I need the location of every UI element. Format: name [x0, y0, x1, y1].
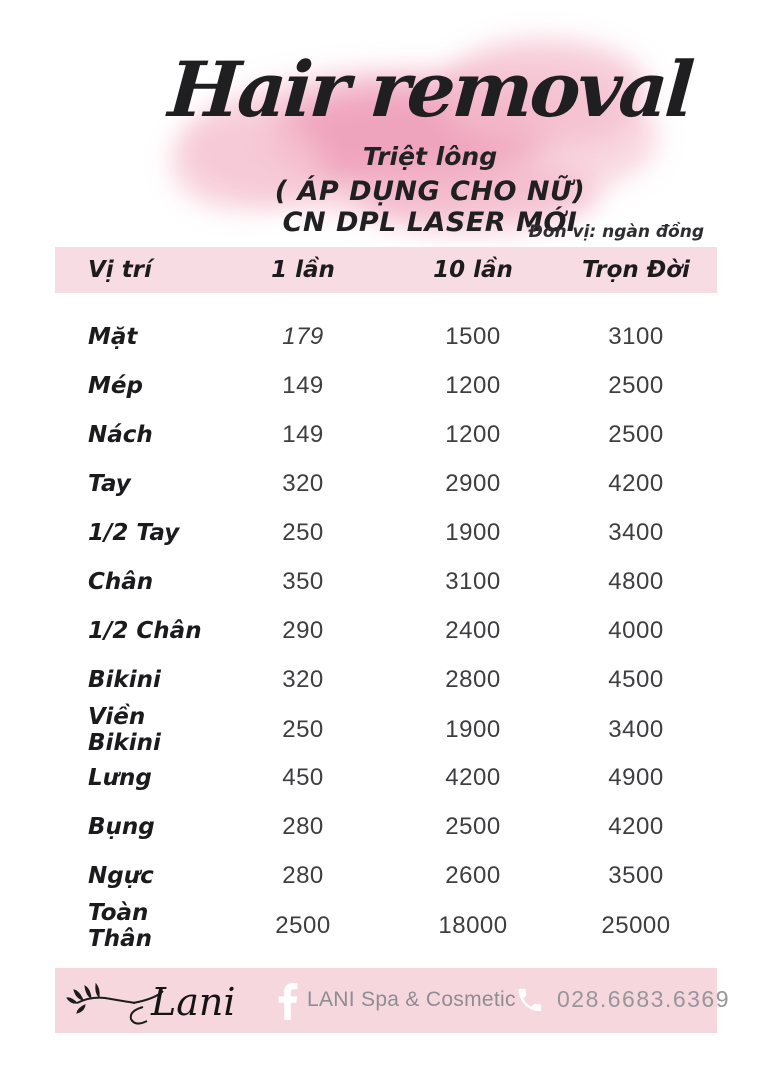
price-lifetime: 4500	[608, 665, 664, 693]
note-apply-for-women: ( ÁP DỤNG CHO NỮ)	[274, 176, 586, 207]
price-10-times: 1200	[445, 371, 501, 399]
price-10-times: 1500	[445, 322, 501, 350]
price-lifetime: 4000	[608, 616, 664, 644]
table-row	[55, 900, 717, 952]
price-10-times: 2400	[445, 616, 501, 644]
table-row	[55, 557, 717, 606]
row-label: Toàn Thân	[88, 900, 152, 952]
price-lifetime: 4200	[608, 812, 664, 840]
price-lifetime: 4800	[608, 567, 664, 595]
price-10-times: 2600	[445, 861, 501, 889]
table-row	[55, 508, 717, 557]
price-lifetime: 2500	[608, 420, 664, 448]
footer-bar	[55, 968, 730, 1033]
row-label: Mặt	[88, 323, 138, 350]
price-1-time: 350	[282, 567, 324, 595]
price-10-times: 1200	[445, 420, 501, 448]
row-label: Viền Bikini	[88, 704, 161, 756]
table-row	[55, 655, 717, 704]
price-1-time: 280	[282, 861, 324, 889]
price-10-times: 18000	[438, 912, 508, 939]
table-row	[55, 410, 717, 459]
price-1-time: 280	[282, 812, 324, 840]
page-title: Hair removal	[165, 45, 695, 134]
table-row	[55, 606, 717, 655]
subtitle-vietnamese: Triệt lông	[362, 142, 498, 171]
price-1-time: 250	[282, 518, 324, 546]
price-1-time: 320	[282, 469, 324, 497]
price-1-time: 290	[282, 616, 324, 644]
lani-logo	[63, 969, 253, 1033]
price-10-times: 2500	[445, 812, 501, 840]
row-label: Tay	[88, 470, 131, 497]
row-label: Mép	[88, 372, 143, 399]
row-label: Nách	[88, 421, 153, 448]
phone-icon	[515, 985, 545, 1015]
logo-script-text: Lani	[151, 980, 236, 1024]
row-label: Lưng	[88, 764, 152, 791]
price-10-times: 2900	[445, 469, 501, 497]
price-lifetime: 4900	[608, 763, 664, 791]
price-1-time: 250	[282, 716, 324, 743]
price-1-time: 149	[282, 420, 324, 448]
row-label: Chân	[88, 568, 154, 595]
table-row	[55, 361, 717, 410]
row-label: Bụng	[88, 813, 155, 840]
note-laser-technology: CN DPL LASER MỚI	[282, 207, 578, 238]
row-label: Ngực	[88, 862, 154, 889]
price-lifetime: 4200	[608, 469, 664, 497]
price-1-time: 149	[282, 371, 324, 399]
price-10-times: 2800	[445, 665, 501, 693]
price-lifetime: 3500	[608, 861, 664, 889]
phone-number: 028.6683.6369	[557, 986, 730, 1012]
table-row	[55, 851, 717, 900]
col-header-position: Vị trí	[88, 257, 152, 283]
table-row	[55, 753, 717, 802]
row-label: Bikini	[88, 666, 161, 693]
table-body	[55, 312, 717, 952]
price-1-time: 2500	[275, 912, 331, 939]
col-header-10-times: 10 lần	[433, 257, 513, 283]
table-header	[55, 247, 717, 293]
price-1-time: 179	[282, 322, 324, 350]
price-10-times: 1900	[445, 716, 501, 743]
col-header-1-time: 1 lần	[271, 257, 335, 283]
price-10-times: 4200	[445, 763, 501, 791]
table-row	[55, 704, 717, 756]
price-lifetime: 3100	[608, 322, 664, 350]
price-lifetime: 3400	[608, 518, 664, 546]
table-row	[55, 459, 717, 508]
price-lifetime: 25000	[601, 912, 671, 939]
unit-note: Đơn vị: ngàn đồng	[528, 222, 704, 242]
table-row	[55, 802, 717, 851]
price-1-time: 450	[282, 763, 324, 791]
price-lifetime: 2500	[608, 371, 664, 399]
price-10-times: 1900	[445, 518, 501, 546]
facebook-page-name: LANI Spa & Cosmetic	[307, 988, 516, 1011]
price-10-times: 3100	[445, 567, 501, 595]
row-label: 1/2 Chân	[88, 617, 202, 644]
price-lifetime: 3400	[608, 716, 664, 743]
table-row	[55, 312, 717, 361]
price-1-time: 320	[282, 665, 324, 693]
leaf-branch-icon	[67, 984, 135, 1013]
facebook-icon	[277, 982, 299, 1020]
row-label: 1/2 Tay	[88, 519, 180, 546]
col-header-lifetime: Trọn Đời	[582, 257, 690, 283]
